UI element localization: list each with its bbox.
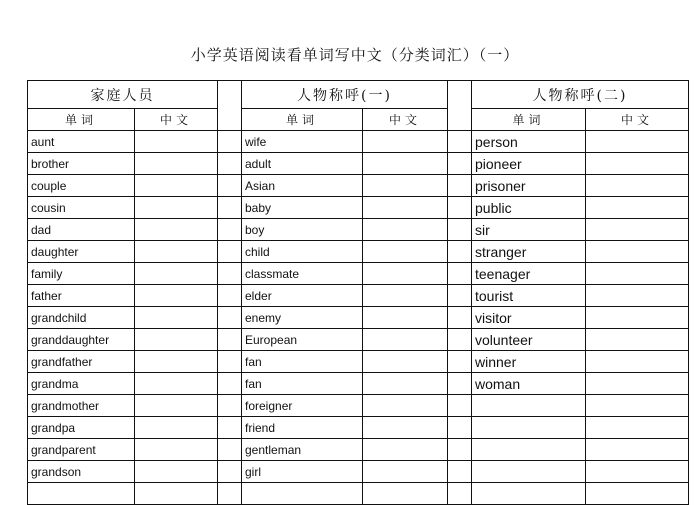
- table-row: [28, 197, 689, 219]
- word-cell: [472, 439, 586, 461]
- chinese-answer-cell[interactable]: [363, 395, 448, 417]
- chinese-answer-cell[interactable]: [586, 483, 689, 505]
- table-row: [28, 307, 689, 329]
- chinese-answer-cell[interactable]: [363, 219, 448, 241]
- table-row: [28, 373, 689, 395]
- chinese-answer-cell[interactable]: [135, 307, 218, 329]
- spacer-column: [448, 395, 472, 417]
- chinese-answer-cell[interactable]: [135, 197, 218, 219]
- column-header-word: 单词: [28, 109, 135, 131]
- chinese-answer-cell[interactable]: [363, 461, 448, 483]
- chinese-answer-cell[interactable]: [586, 307, 689, 329]
- word-cell: winner: [472, 351, 586, 373]
- word-cell: adult: [242, 153, 363, 175]
- chinese-answer-cell[interactable]: [586, 197, 689, 219]
- chinese-answer-cell[interactable]: [135, 461, 218, 483]
- table-row: [28, 329, 689, 351]
- chinese-answer-cell[interactable]: [586, 373, 689, 395]
- chinese-answer-cell[interactable]: [135, 439, 218, 461]
- table-row: [28, 439, 689, 461]
- chinese-answer-cell[interactable]: [586, 131, 689, 153]
- chinese-answer-cell[interactable]: [135, 329, 218, 351]
- column-header-row: [28, 109, 689, 131]
- spacer-column: [448, 219, 472, 241]
- chinese-answer-cell[interactable]: [363, 285, 448, 307]
- section-heading: 家庭人员: [28, 81, 218, 109]
- word-cell: visitor: [472, 307, 586, 329]
- spacer-column: [448, 241, 472, 263]
- word-cell: [472, 483, 586, 505]
- chinese-answer-cell[interactable]: [135, 351, 218, 373]
- spacer-column: [448, 197, 472, 219]
- spacer-column: [448, 131, 472, 153]
- spacer-column: [448, 153, 472, 175]
- chinese-answer-cell[interactable]: [363, 241, 448, 263]
- word-cell: tourist: [472, 285, 586, 307]
- spacer-column: [218, 329, 242, 351]
- chinese-answer-cell[interactable]: [135, 131, 218, 153]
- spacer-column: [448, 461, 472, 483]
- chinese-answer-cell[interactable]: [586, 439, 689, 461]
- section-heading-row: [28, 81, 689, 109]
- chinese-answer-cell[interactable]: [135, 483, 218, 505]
- word-cell: friend: [242, 417, 363, 439]
- word-cell: fan: [242, 351, 363, 373]
- table-row: [28, 285, 689, 307]
- chinese-answer-cell[interactable]: [586, 175, 689, 197]
- spacer-column: [218, 373, 242, 395]
- chinese-answer-cell[interactable]: [363, 153, 448, 175]
- word-cell: cousin: [28, 197, 135, 219]
- word-cell: gentleman: [242, 439, 363, 461]
- word-cell: public: [472, 197, 586, 219]
- table-row: [28, 219, 689, 241]
- chinese-answer-cell[interactable]: [363, 263, 448, 285]
- chinese-answer-cell[interactable]: [586, 263, 689, 285]
- column-header-word: 单词: [242, 109, 363, 131]
- spacer-column: [218, 197, 242, 219]
- word-cell: [28, 483, 135, 505]
- word-cell: stranger: [472, 241, 586, 263]
- spacer-column: [448, 439, 472, 461]
- spacer-column: [448, 307, 472, 329]
- word-cell: person: [472, 131, 586, 153]
- word-cell: wife: [242, 131, 363, 153]
- chinese-answer-cell[interactable]: [363, 373, 448, 395]
- column-header-word: 单词: [472, 109, 586, 131]
- table-row: [28, 351, 689, 373]
- chinese-answer-cell[interactable]: [586, 153, 689, 175]
- chinese-answer-cell[interactable]: [135, 153, 218, 175]
- word-cell: sir: [472, 219, 586, 241]
- word-cell: fan: [242, 373, 363, 395]
- chinese-answer-cell[interactable]: [586, 351, 689, 373]
- table-row: [28, 461, 689, 483]
- chinese-answer-cell[interactable]: [363, 417, 448, 439]
- table-row: [28, 395, 689, 417]
- table-row: [28, 263, 689, 285]
- word-cell: grandchild: [28, 307, 135, 329]
- chinese-answer-cell[interactable]: [363, 175, 448, 197]
- page-title: 小学英语阅读看单词写中文（分类词汇）（一）: [190, 46, 520, 64]
- spacer-column: [218, 241, 242, 263]
- word-cell: prisoner: [472, 175, 586, 197]
- table-row: [28, 483, 689, 505]
- chinese-answer-cell[interactable]: [135, 263, 218, 285]
- word-cell: boy: [242, 219, 363, 241]
- word-cell: teenager: [472, 263, 586, 285]
- word-cell: Asian: [242, 175, 363, 197]
- spacer-column: [448, 329, 472, 351]
- word-cell: family: [28, 263, 135, 285]
- spacer-column: [448, 417, 472, 439]
- word-cell: classmate: [242, 263, 363, 285]
- word-cell: child: [242, 241, 363, 263]
- word-cell: grandparent: [28, 439, 135, 461]
- chinese-answer-cell[interactable]: [586, 219, 689, 241]
- word-cell: grandmother: [28, 395, 135, 417]
- word-cell: girl: [242, 461, 363, 483]
- column-header-chinese: 中文: [135, 109, 218, 131]
- spacer-column: [218, 175, 242, 197]
- word-cell: couple: [28, 175, 135, 197]
- spacer-column: [448, 81, 472, 131]
- spacer-column: [218, 307, 242, 329]
- spacer-column: [218, 461, 242, 483]
- word-cell: aunt: [28, 131, 135, 153]
- word-cell: dad: [28, 219, 135, 241]
- chinese-answer-cell[interactable]: [586, 417, 689, 439]
- spacer-column: [448, 483, 472, 505]
- word-cell: baby: [242, 197, 363, 219]
- word-cell: European: [242, 329, 363, 351]
- spacer-column: [448, 263, 472, 285]
- section-heading: 人物称呼(二): [472, 81, 689, 109]
- table-row: [28, 417, 689, 439]
- chinese-answer-cell[interactable]: [135, 241, 218, 263]
- spacer-column: [448, 175, 472, 197]
- word-cell: father: [28, 285, 135, 307]
- chinese-answer-cell[interactable]: [586, 285, 689, 307]
- word-cell: grandson: [28, 461, 135, 483]
- word-cell: volunteer: [472, 329, 586, 351]
- table-row: [28, 131, 689, 153]
- word-cell: grandfather: [28, 351, 135, 373]
- spacer-column: [218, 395, 242, 417]
- spacer-column: [218, 263, 242, 285]
- spacer-column: [218, 483, 242, 505]
- chinese-answer-cell[interactable]: [586, 461, 689, 483]
- chinese-answer-cell[interactable]: [363, 131, 448, 153]
- spacer-column: [218, 81, 242, 131]
- word-cell: elder: [242, 285, 363, 307]
- table-row: [28, 175, 689, 197]
- chinese-answer-cell[interactable]: [135, 285, 218, 307]
- chinese-answer-cell[interactable]: [135, 219, 218, 241]
- spacer-column: [218, 351, 242, 373]
- word-cell: foreigner: [242, 395, 363, 417]
- spacer-column: [218, 131, 242, 153]
- chinese-answer-cell[interactable]: [586, 241, 689, 263]
- word-cell: daughter: [28, 241, 135, 263]
- word-cell: grandpa: [28, 417, 135, 439]
- spacer-column: [448, 351, 472, 373]
- chinese-answer-cell[interactable]: [135, 417, 218, 439]
- word-cell: woman: [472, 373, 586, 395]
- word-cell: granddaughter: [28, 329, 135, 351]
- table-row: [28, 153, 689, 175]
- chinese-answer-cell[interactable]: [586, 329, 689, 351]
- chinese-answer-cell[interactable]: [363, 483, 448, 505]
- table-row: [28, 241, 689, 263]
- word-cell: pioneer: [472, 153, 586, 175]
- word-cell: grandma: [28, 373, 135, 395]
- chinese-answer-cell[interactable]: [135, 175, 218, 197]
- chinese-answer-cell[interactable]: [363, 307, 448, 329]
- chinese-answer-cell[interactable]: [135, 395, 218, 417]
- spacer-column: [448, 373, 472, 395]
- column-header-chinese: 中文: [363, 109, 448, 131]
- chinese-answer-cell[interactable]: [363, 351, 448, 373]
- chinese-answer-cell[interactable]: [363, 439, 448, 461]
- spacer-column: [218, 153, 242, 175]
- chinese-answer-cell[interactable]: [363, 329, 448, 351]
- spacer-column: [218, 285, 242, 307]
- vocabulary-table: [27, 80, 689, 505]
- word-cell: brother: [28, 153, 135, 175]
- chinese-answer-cell[interactable]: [135, 373, 218, 395]
- spacer-column: [218, 417, 242, 439]
- spacer-column: [218, 439, 242, 461]
- word-cell: [472, 461, 586, 483]
- word-cell: [242, 483, 363, 505]
- chinese-answer-cell[interactable]: [363, 197, 448, 219]
- spacer-column: [448, 285, 472, 307]
- spacer-column: [218, 219, 242, 241]
- section-heading: 人物称呼(一): [242, 81, 448, 109]
- word-cell: [472, 395, 586, 417]
- chinese-answer-cell[interactable]: [586, 395, 689, 417]
- word-cell: [472, 417, 586, 439]
- word-cell: enemy: [242, 307, 363, 329]
- column-header-chinese: 中文: [586, 109, 689, 131]
